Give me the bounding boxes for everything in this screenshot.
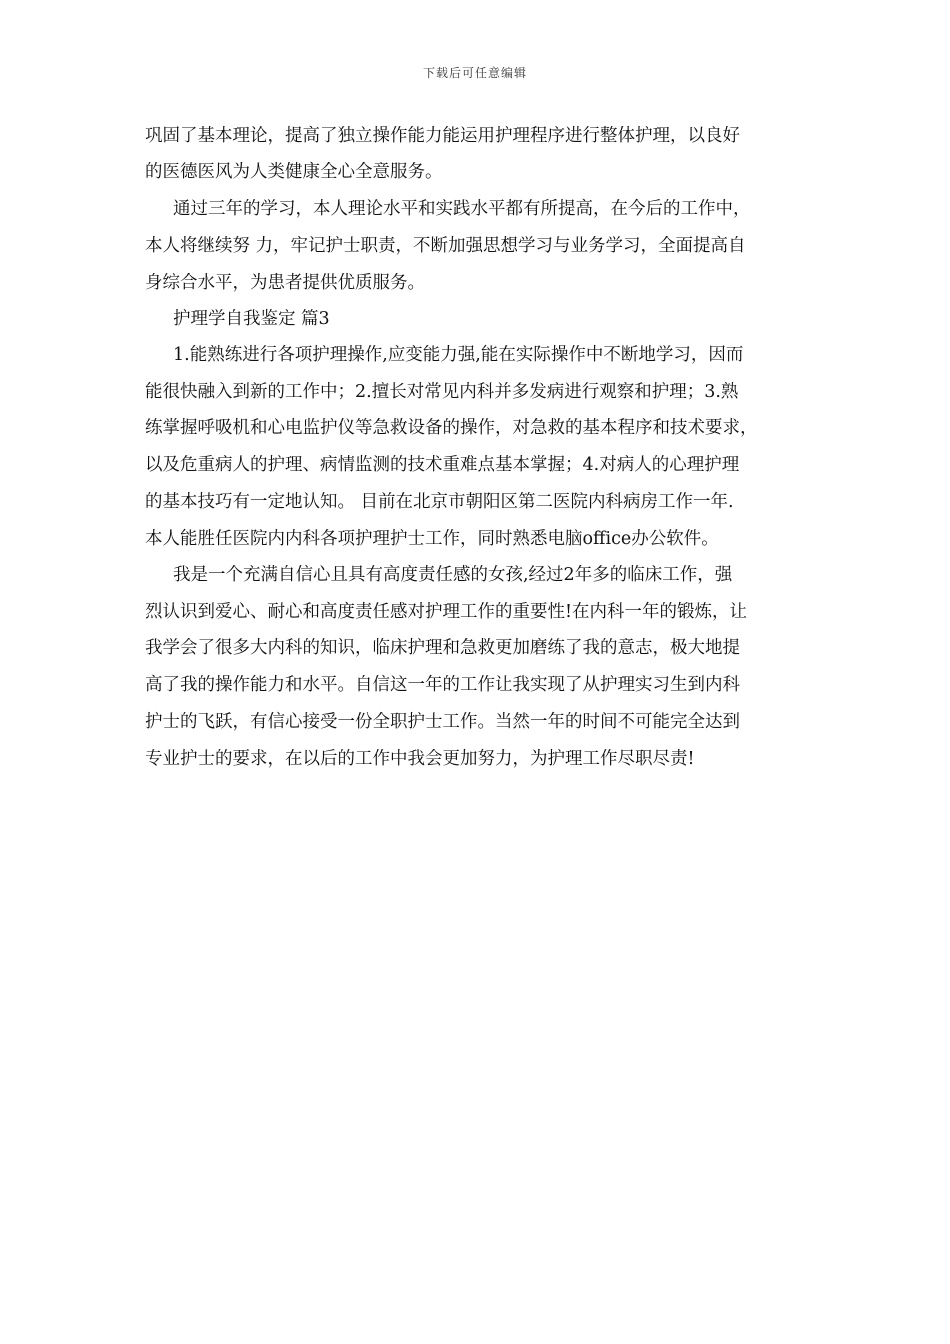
page-header: 下载后可任意编辑 (422, 66, 527, 80)
text-line: 护士的飞跃，有信心接受一份全职护士工作。当然一年的时间不可能完全达到 (145, 712, 740, 732)
text-line: 通过三年的学习，本人理论水平和实践水平都有所提高，在今后的工作中， (173, 199, 751, 219)
text-line: 身综合水平，为患者提供优质服务。 (145, 273, 425, 293)
text-line: 我是一个充满自信心且具有高度责任感的女孩,经过2年多的临床工作，强 (173, 565, 733, 585)
text-line: 1.能熟练进行各项护理操作,应变能力强,能在实际操作中不断地学习，因而 (173, 345, 744, 365)
text-line: 本人将继续努 力，牢记护士职责，不断加强思想学习与业务学习，全面提高自 (145, 236, 746, 256)
text-line: 以及危重病人的护理、病情监测的技术重难点基本掌握；4.对病人的心理护理 (145, 455, 740, 475)
text-line: 本人能胜任医院内内科各项护理护士工作，同时熟悉电脑office办公软件。 (145, 529, 719, 549)
text-line: 练掌握呼吸机和心电监护仪等急救设备的操作，对急救的基本程序和技术要求， (145, 418, 758, 438)
text-line: 能很快融入到新的工作中；2.擅长对常见内科并多发病进行观察和护理；3.熟 (145, 382, 739, 402)
text-line: 的医德医风为人类健康全心全意服务。 (145, 162, 443, 182)
text-line: 的基本技巧有一定地认知。 目前在北京市朝阳区第二医院内科病房工作一年. (145, 492, 734, 512)
text-line: 烈认识到爱心、耐心和高度责任感对护理工作的重要性!在内科一年的锻炼，让 (145, 602, 748, 622)
text-line: 巩固了基本理论，提高了独立操作能力能运用护理程序进行整体护理，以良好 (145, 126, 740, 146)
text-line: 高了我的操作能力和水平。自信这一年的工作让我实现了从护理实习生到内科 (145, 675, 740, 695)
text-line: 我学会了很多大内科的知识，临床护理和急救更加磨练了我的意志，极大地提 (145, 638, 740, 658)
text-line: 专业护士的要求，在以后的工作中我会更加努力，为护理工作尽职尽责! (145, 749, 695, 769)
section-heading: 护理学自我鉴定 篇3 (173, 309, 330, 329)
